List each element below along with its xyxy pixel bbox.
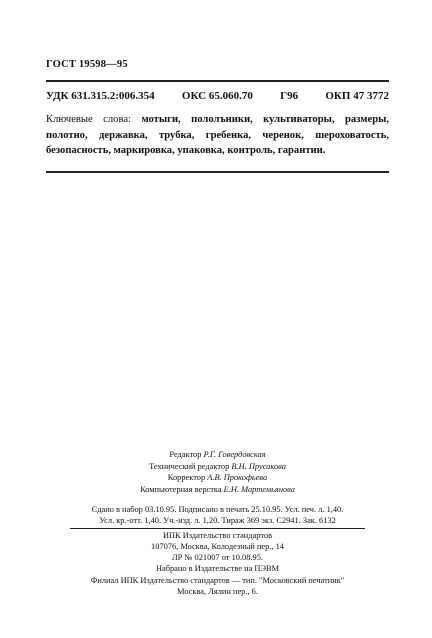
standard-number: ГОСТ 19598—95 [46,59,128,70]
imprint-line-1: Сдано в набор 03.10.95. Подписано в печать 25.10.95. Усл. печ. л. 1,40. [91,505,344,514]
typeset-line: Набрано в Издательстве на ПЭВМ [155,564,280,574]
group-code: Г96 [280,90,299,102]
bottom-divider [46,171,389,173]
udk-code: УДК 631.315.2:006.354 [46,90,155,102]
corrector-line [46,472,389,484]
imprint-divider [70,528,365,529]
branch-line: Филиал ИПК Издательство стандартов — тип. "Московский печатник" [90,575,345,585]
tech-editor-label: Технический редактор [149,461,230,471]
tech-editor-line [46,461,389,473]
tech-editor-name: В.Н. Прусакова [231,461,286,471]
oks-code: ОКС 65.060.70 [181,90,253,102]
layout-line [46,484,389,496]
license-line: ЛР № 021007 от 10.08.95. [172,553,263,563]
keywords-label: Ключевые слова: [46,114,131,125]
branch-address: Москва, Лялин пер., 6. [177,587,258,597]
keywords-block [46,112,389,159]
classification-line [46,90,389,102]
corrector-name: А.В. Прокофьева [207,473,268,482]
publisher-address: 107076, Москва, Колодезный пер., 14 [151,541,284,551]
editor-name: Р.Г. Говердовская [203,450,266,459]
layout-label: Компьютерная верстка [140,484,222,494]
editor-label: Редактор [169,450,202,459]
editor-line [46,449,389,461]
imprint-line-2: Усл. кр.-отт. 1,40. Уч.-изд. л. 1,20. Тираж 369 экз. С2941. Зак. 6132 [99,516,336,526]
imprint-block [46,504,389,597]
credits-block [46,449,389,495]
okp-code: ОКП 47 3772 [325,90,389,102]
publisher-name: ИПК Издательство стандартов [162,530,273,540]
keywords-text: мотыги, пололъники, культиваторы, размеры, полотно, державка, трубка, гребенка, черенок, шероховатость, безопасность, маркировка, упаковка, контроль, гарантии. [46,114,390,156]
corrector-label: Корректор [167,473,206,482]
layout-name: Е.Н. Мартемьянова [223,484,295,494]
top-divider [46,80,389,82]
